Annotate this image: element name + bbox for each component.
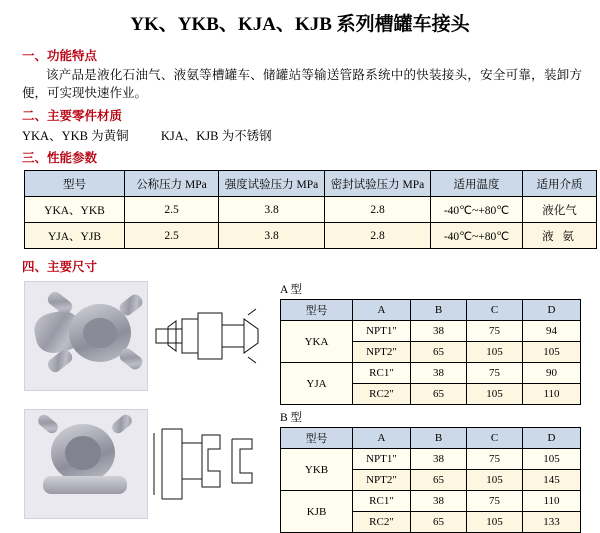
dim-a-col-4: D	[523, 300, 581, 321]
features-paragraph: 该产品是液化石油气、液氨等槽罐车、储罐站等输送管路系统中的快装接头，安全可靠，装卸方便，可实现快速作业。	[22, 68, 582, 101]
perf-r0-c4: -40℃~+80℃	[431, 197, 523, 223]
drawing-a-svg	[148, 281, 268, 391]
perf-col-2: 强度试验压力 MPa	[219, 171, 325, 197]
perf-col-0: 型号	[25, 171, 125, 197]
dimension-row-b	[24, 409, 600, 533]
dim-b-r0-c2: 38	[411, 449, 467, 470]
dim-b-r2-c4: 110	[523, 491, 581, 512]
section-heading-material: 二、主要零件材质	[22, 109, 123, 124]
perf-r0-c2: 3.8	[219, 197, 325, 223]
perf-r0-c5: 液化气	[523, 197, 597, 223]
dimension-table-label-a: A 型	[280, 284, 303, 297]
perf-r0-c1: 2.5	[125, 197, 219, 223]
material-left: YKA、YKB 为黄铜	[22, 129, 129, 144]
material-lines	[22, 126, 600, 144]
dim-b-r2-model: KJB	[281, 491, 353, 533]
dim-a-r2-c3: 75	[467, 363, 523, 384]
dim-b-col-4: D	[523, 428, 581, 449]
table-header-row	[281, 428, 581, 449]
dim-b-r1-c2: 65	[411, 470, 467, 491]
perf-r1-c3: 2.8	[325, 223, 431, 249]
dimensions-area	[0, 281, 600, 533]
dimension-table-a	[280, 299, 581, 405]
perf-r1-c4: -40℃~+80℃	[431, 223, 523, 249]
perf-r1-c5: 液 氨	[523, 223, 597, 249]
dim-b-col-0: 型号	[281, 428, 353, 449]
dim-a-r2-c4: 90	[523, 363, 581, 384]
table-row	[281, 321, 581, 342]
dim-a-r3-c2: 65	[411, 384, 467, 405]
dim-b-col-1: A	[353, 428, 411, 449]
dim-b-col-3: C	[467, 428, 523, 449]
dim-a-col-2: B	[411, 300, 467, 321]
dim-a-r1-c2: 65	[411, 342, 467, 363]
dim-a-r3-c4: 110	[523, 384, 581, 405]
dim-a-r2-c1: RC1"	[353, 363, 411, 384]
perf-r0-c0: YKA、YKB	[25, 197, 125, 223]
dim-b-r3-c4: 133	[523, 512, 581, 533]
dim-b-r3-c3: 105	[467, 512, 523, 533]
dim-a-r2-c2: 38	[411, 363, 467, 384]
dim-a-col-3: C	[467, 300, 523, 321]
table-row	[281, 363, 581, 384]
dimension-table-wrap-b	[280, 409, 581, 533]
dim-a-r0-c2: 38	[411, 321, 467, 342]
table-row	[281, 491, 581, 512]
perf-r1-c1: 2.5	[125, 223, 219, 249]
table-header-row	[25, 171, 597, 197]
dim-b-r0-model: YKB	[281, 449, 353, 491]
perf-col-4: 适用温度	[431, 171, 523, 197]
product-photo-b	[24, 409, 148, 519]
dim-a-r3-c3: 105	[467, 384, 523, 405]
material-right: KJA、KJB 为不锈钢	[160, 129, 272, 144]
dim-a-r0-c3: 75	[467, 321, 523, 342]
dim-a-r0-model: YKA	[281, 321, 353, 363]
perf-col-3: 密封试验压力 MPa	[325, 171, 431, 197]
dim-a-r1-c4: 105	[523, 342, 581, 363]
section-heading-performance: 三、性能参数	[22, 151, 98, 166]
perf-r1-c0: YJA、YJB	[25, 223, 125, 249]
dim-a-r1-c3: 105	[467, 342, 523, 363]
product-drawing-b	[148, 409, 268, 519]
dim-a-col-0: 型号	[281, 300, 353, 321]
dim-b-r2-c2: 38	[411, 491, 467, 512]
dim-b-r1-c1: NPT2"	[353, 470, 411, 491]
dimension-table-label-b: B 型	[280, 412, 303, 425]
dim-a-r0-c1: NPT1"	[353, 321, 411, 342]
perf-col-5: 适用介质	[523, 171, 597, 197]
dimension-row-a	[24, 281, 600, 405]
table-header-row	[281, 300, 581, 321]
table-row	[25, 223, 597, 249]
dim-a-r3-c1: RC2"	[353, 384, 411, 405]
dim-b-r0-c3: 75	[467, 449, 523, 470]
dim-a-col-1: A	[353, 300, 411, 321]
dim-b-r2-c1: RC1"	[353, 491, 411, 512]
product-drawing-a	[148, 281, 268, 391]
section-heading-features: 一、功能特点	[22, 49, 98, 63]
dim-b-r0-c4: 105	[523, 449, 581, 470]
dim-a-r2-model: YJA	[281, 363, 353, 405]
perf-r1-c2: 3.8	[219, 223, 325, 249]
dimension-table-b	[280, 427, 581, 533]
dim-b-r3-c1: RC2"	[353, 512, 411, 533]
page-title: YK、YKB、KJA、KJB 系列槽罐车接头	[130, 14, 470, 35]
perf-col-1: 公称压力 MPa	[125, 171, 219, 197]
section-heading-dimensions: 四、主要尺寸	[22, 260, 98, 275]
dim-b-r2-c3: 75	[467, 491, 523, 512]
dim-b-col-2: B	[411, 428, 467, 449]
dim-b-r0-c1: NPT1"	[353, 449, 411, 470]
table-row	[281, 449, 581, 470]
dimension-table-wrap-a	[280, 281, 581, 405]
dim-b-r1-c4: 145	[523, 470, 581, 491]
dim-a-r0-c4: 94	[523, 321, 581, 342]
drawing-b-svg	[148, 409, 268, 519]
product-photo-a	[24, 281, 148, 391]
dim-b-r3-c2: 65	[411, 512, 467, 533]
dim-b-r1-c3: 105	[467, 470, 523, 491]
perf-r0-c3: 2.8	[325, 197, 431, 223]
table-row	[25, 197, 597, 223]
performance-table	[24, 170, 597, 249]
dim-a-r1-c1: NPT2"	[353, 342, 411, 363]
